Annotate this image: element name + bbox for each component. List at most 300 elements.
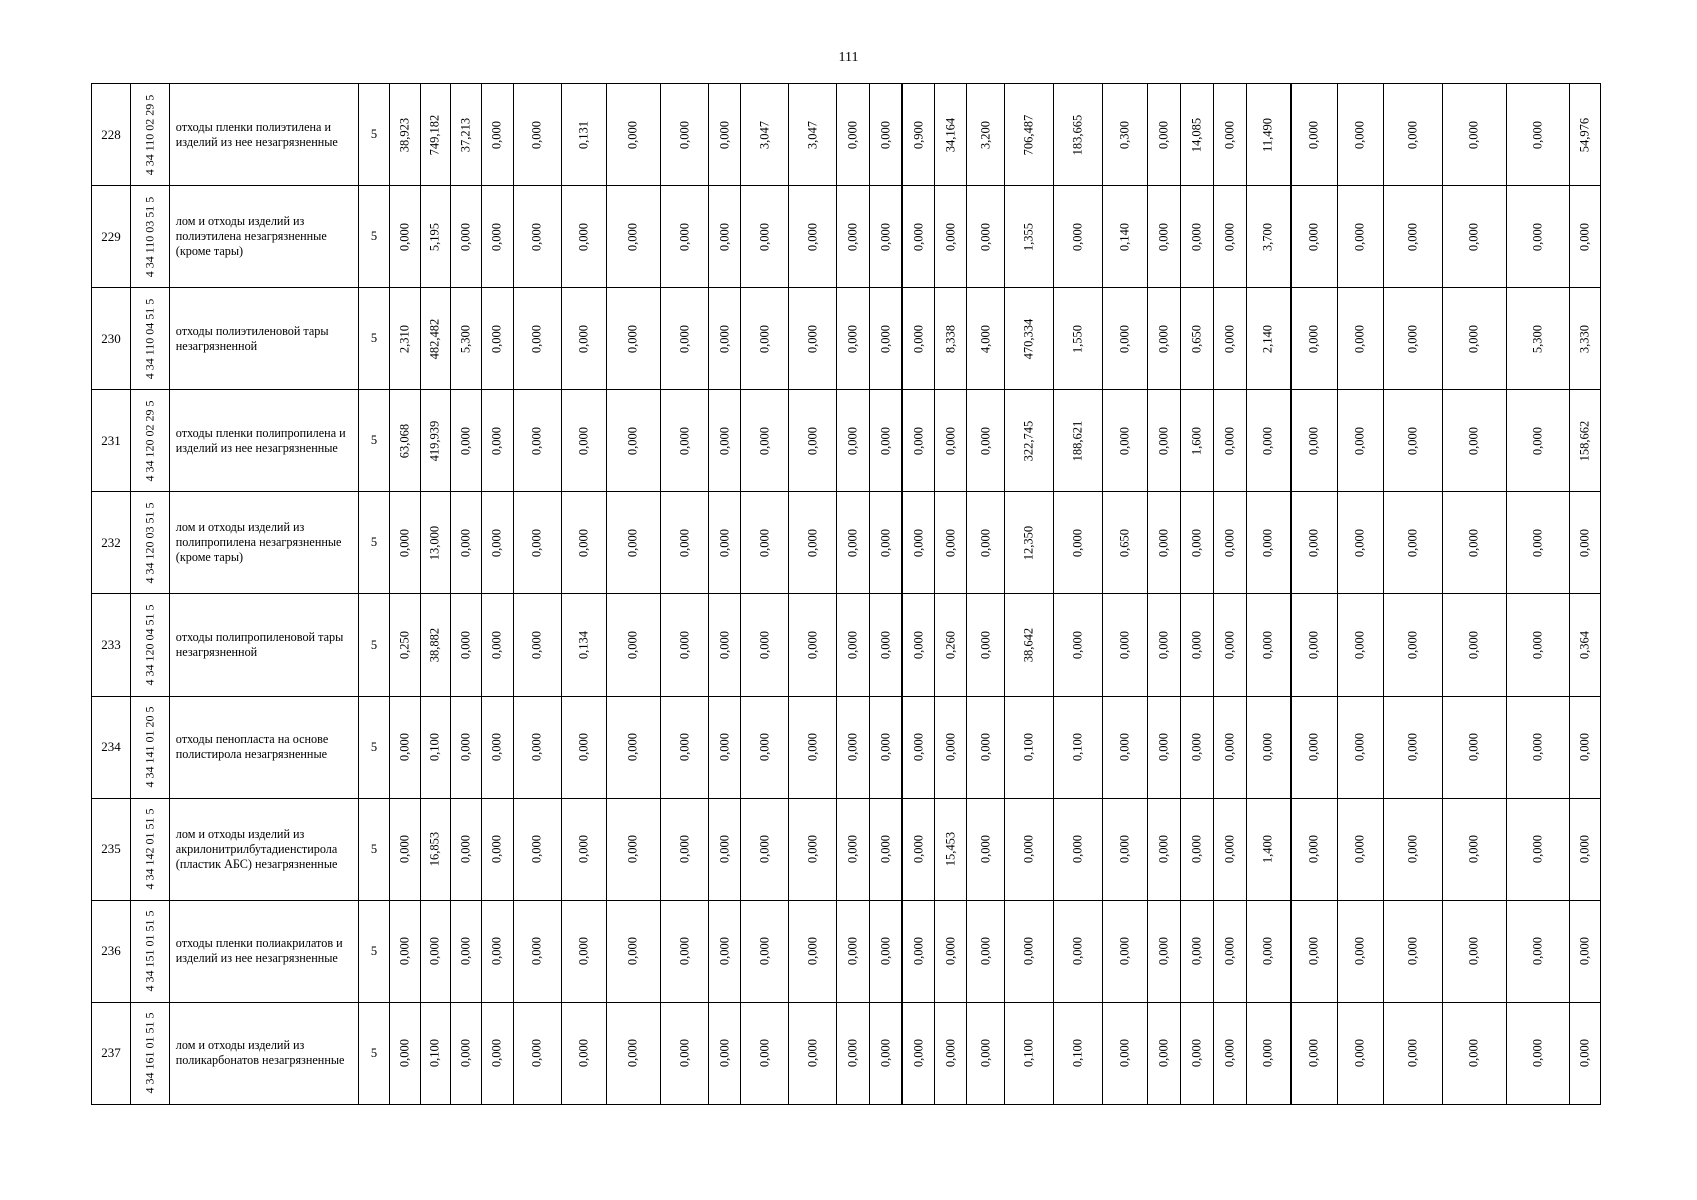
value-cell [869,84,902,186]
value-cell [740,390,788,492]
value-cell [1443,84,1506,186]
value-cell [740,186,788,288]
value-cell-text: 0,000 [1352,630,1367,660]
value-cell-text: 0,000 [845,222,860,251]
value-cell-text: 0,000 [1117,324,1132,353]
value-cell [1213,84,1246,186]
value-cell [935,390,967,492]
value-cell-text: 0,000 [489,222,504,251]
value-cell-text: 0,000 [1156,426,1171,455]
value-cell-text: 0,000 [677,222,692,251]
value-cell-text: 0,000 [1222,835,1237,864]
value-cell [513,84,561,186]
value-cell-text: 0,000 [1352,222,1367,251]
value-cell [481,288,513,390]
value-cell-text: 0,000 [1405,733,1420,762]
value-cell-text: 0,650 [1189,324,1204,353]
value-cell-text: 12,350 [1021,525,1036,561]
value-cell-text: 0,000 [529,937,544,966]
value-cell-text: 0,000 [878,937,893,966]
value-cell [1291,390,1337,492]
value-cell-text: 5,195 [427,222,442,251]
value-cell-text: 0,000 [625,528,640,557]
value-cell [967,390,1005,492]
value-cell-text: 16,853 [427,832,442,867]
value-cell-text: 0,000 [1189,937,1204,966]
value-cell-text: 0,260 [943,630,958,660]
value-cell-text: 0,000 [878,222,893,251]
value-cell-text: 0,000 [1260,630,1275,660]
value-cell-text: 0,100 [1021,733,1036,762]
table-row [92,84,1601,186]
value-cell-text: 0,000 [717,426,732,455]
value-cell [740,900,788,1002]
value-cell-text: 183,665 [1070,114,1085,155]
value-cell-text: 14,085 [1189,117,1204,152]
value-cell [709,798,741,900]
value-cell-text: 0,000 [1530,222,1545,251]
value-cell [513,288,561,390]
value-cell-text: 0,000 [489,630,504,660]
row-number: 234 [92,696,131,798]
value-cell-text: 0,000 [757,426,771,455]
value-cell [837,186,870,288]
value-cell [967,288,1005,390]
value-cell [389,798,420,900]
waste-code [130,900,169,1002]
value-cell-text: 0,000 [529,1039,544,1068]
value-cell-text: 0,000 [978,528,993,557]
value-cell [451,186,482,288]
value-cell [1103,390,1148,492]
value-cell [1148,492,1181,594]
value-cell-text: 0,000 [1306,835,1321,864]
value-cell [561,492,606,594]
value-cell [1148,594,1181,696]
value-cell-text: 11,490 [1260,117,1275,152]
value-cell [420,594,451,696]
value-cell [902,1002,935,1104]
value-cell-text: 0,000 [1189,733,1204,762]
value-cell-text: 0,000 [489,937,504,966]
value-cell-text: 0,000 [1222,630,1237,660]
value-cell [1383,390,1442,492]
value-cell [1246,84,1291,186]
value-cell [837,798,870,900]
value-cell-text: 0,000 [427,937,442,966]
value-cell [1506,1002,1569,1104]
value-cell-text: 0,000 [1260,937,1275,966]
value-cell-text: 0,000 [1466,630,1481,660]
value-cell [1443,900,1506,1002]
hazard-class: 5 [359,186,390,288]
value-cell-text: 0,000 [529,222,544,251]
value-cell [420,492,451,594]
value-cell [967,84,1005,186]
value-cell-text: 0,650 [1117,528,1132,557]
value-cell [1291,798,1337,900]
value-cell [451,288,482,390]
waste-name: отходы пленки полиакрилатов и изделий из нее незагрязненные [169,900,358,1002]
value-cell [606,900,660,1002]
value-cell [1383,84,1442,186]
value-cell-text: 0,100 [427,733,442,762]
value-cell-text: 0,000 [717,733,732,762]
value-cell [1103,696,1148,798]
value-cell-text: 0,000 [1466,324,1481,353]
value-cell-text: 0,000 [1222,120,1237,149]
value-cell-text: 0,000 [1260,528,1275,557]
value-cell-text: 0,000 [1530,835,1545,864]
value-cell [451,492,482,594]
value-cell [1570,696,1601,798]
value-cell-text: 63,068 [397,423,412,459]
value-cell-text: 0,000 [1156,528,1171,557]
value-cell-text: 0,000 [978,1039,993,1068]
waste-code-text: 4 34 141 01 20 5 [142,706,157,788]
table-row [92,288,1601,390]
value-cell-text: 0,000 [1189,630,1204,660]
value-cell [740,492,788,594]
value-cell [1148,798,1181,900]
value-cell [389,492,420,594]
value-cell [1506,492,1569,594]
value-cell [1443,798,1506,900]
value-cell-text: 0,000 [943,528,958,557]
value-cell [451,390,482,492]
value-cell [1383,492,1442,594]
value-cell-text: 0,000 [978,630,993,660]
value-cell [1570,492,1601,594]
value-cell [420,900,451,1002]
value-cell-text: 0,000 [1405,324,1420,353]
value-cell [451,900,482,1002]
value-cell-text: 0,000 [1405,835,1420,864]
waste-name: отходы полиэтиленовой тары незагрязненной [169,288,358,390]
value-cell [1443,594,1506,696]
value-cell [561,1002,606,1104]
value-cell-text: 0,000 [805,324,820,353]
value-cell [1506,594,1569,696]
value-cell-text: 0,000 [911,937,926,966]
value-cell-text: 0,000 [625,120,640,149]
value-cell [1103,84,1148,186]
value-cell-text: 0,000 [1405,528,1420,557]
value-cell [740,84,788,186]
value-cell [1213,900,1246,1002]
value-cell [789,492,837,594]
value-cell-text: 0,000 [677,120,692,149]
hazard-class: 5 [359,84,390,186]
value-cell [1246,696,1291,798]
value-cell [1506,900,1569,1002]
value-cell [1181,798,1214,900]
value-cell [606,798,660,900]
value-cell-text: 5,300 [458,324,473,353]
value-cell [789,696,837,798]
row-number: 232 [92,492,131,594]
value-cell-text: 0,000 [1530,937,1545,966]
value-cell-text: 0,000 [1577,835,1592,864]
value-cell [1005,390,1054,492]
value-cell [789,900,837,1002]
value-cell [561,288,606,390]
value-cell-text: 0,000 [677,630,692,660]
value-cell [1005,594,1054,696]
value-cell [561,696,606,798]
value-cell [1246,594,1291,696]
value-cell-text: 0,000 [1466,835,1481,864]
value-cell [935,900,967,1002]
row-number: 233 [92,594,131,696]
hazard-class: 5 [359,900,390,1002]
value-cell-text: 0,000 [1306,937,1321,966]
value-cell-text: 0,000 [943,426,958,455]
value-cell-text: 0,000 [1260,1039,1275,1068]
value-cell [1181,492,1214,594]
value-cell [789,798,837,900]
value-cell-text: 0,000 [943,222,958,251]
value-cell [451,594,482,696]
value-cell-text: 0,000 [1021,835,1036,864]
value-cell-text: 0,000 [1466,1039,1481,1068]
waste-name: отходы пленки полиэтилена и изделий из нее незагрязненные [169,84,358,186]
value-cell [1506,390,1569,492]
value-cell [935,186,967,288]
value-cell [1337,594,1383,696]
value-cell-text: 0,000 [845,937,860,966]
value-cell [1337,84,1383,186]
value-cell-text: 0,000 [1117,630,1132,660]
value-cell-text: 0,000 [845,630,860,660]
value-cell [1181,186,1214,288]
value-cell [789,1002,837,1104]
value-cell-text: 0,300 [1117,120,1132,149]
value-cell [1054,798,1103,900]
value-cell-text: 0,000 [625,222,640,251]
value-cell [513,594,561,696]
value-cell-text: 0,000 [1306,630,1321,660]
value-cell [1103,594,1148,696]
value-cell-text: 0,000 [1352,733,1367,762]
waste-code-text: 4 34 151 01 51 5 [142,910,157,992]
value-cell-text: 0,000 [978,222,993,251]
value-cell-text: 0,000 [1577,1039,1592,1068]
hazard-class: 5 [359,696,390,798]
value-cell-text: 0,000 [1222,324,1237,353]
table-row [92,594,1601,696]
value-cell-text: 0,000 [1352,426,1367,455]
value-cell-text: 0,000 [1577,937,1592,966]
value-cell-text: 0,000 [757,1039,771,1068]
value-cell-text: 1,355 [1021,222,1036,251]
value-cell-text: 0,000 [1530,1039,1545,1068]
value-cell [389,900,420,1002]
value-cell [561,186,606,288]
value-cell [789,390,837,492]
value-cell-text: 0,000 [805,528,820,557]
value-cell-text: 0,000 [978,835,993,864]
value-cell-text: 0,000 [529,528,544,557]
value-cell-text: 0,000 [911,528,926,557]
value-cell [1213,186,1246,288]
value-cell-text: 0,000 [1070,528,1085,557]
value-cell [1570,288,1601,390]
value-cell [481,84,513,186]
value-cell-text: 0,000 [1466,528,1481,557]
value-cell [869,288,902,390]
value-cell-text: 0,000 [677,733,692,762]
value-cell-text: 0,000 [1156,630,1171,660]
value-cell-text: 0,000 [458,222,473,251]
value-cell-text: 0,000 [489,733,504,762]
value-cell-text: 0,000 [1156,835,1171,864]
value-cell [1337,696,1383,798]
value-cell-text: 0,000 [805,630,820,660]
value-cell-text: 0,364 [1577,630,1592,660]
value-cell [869,900,902,1002]
value-cell-text: 0,000 [1222,937,1237,966]
value-cell [709,900,741,1002]
value-cell [420,1002,451,1104]
value-cell-text: 0,000 [1070,937,1085,966]
value-cell-text: 38,923 [397,117,412,152]
value-cell-text: 0,000 [757,835,771,864]
value-cell [967,696,1005,798]
value-cell-text: 0,000 [397,835,412,864]
value-cell [902,288,935,390]
value-cell [869,798,902,900]
value-cell-text: 0,000 [1260,426,1275,455]
value-cell [1213,1002,1246,1104]
value-cell-text: 0,000 [397,1039,412,1068]
value-cell [1291,84,1337,186]
value-cell [561,390,606,492]
value-cell-text: 0,000 [1577,733,1592,762]
value-cell-text: 0,000 [1222,222,1237,251]
value-cell-text: 0,000 [1156,1039,1171,1068]
value-cell [1570,594,1601,696]
value-cell-text: 0,000 [677,937,692,966]
value-cell-text: 0,000 [1117,733,1132,762]
value-cell-text: 0,000 [677,835,692,864]
value-cell-text: 0,000 [978,426,993,455]
value-cell-text: 0,000 [529,733,544,762]
value-cell-text: 0,000 [489,528,504,557]
value-cell-text: 38,642 [1021,627,1036,663]
value-cell-text: 0,000 [1189,1039,1204,1068]
value-cell-text: 0,000 [625,937,640,966]
value-cell [902,798,935,900]
value-cell-text: 0,000 [625,630,640,660]
value-cell [1246,492,1291,594]
value-cell-text: 0,000 [576,937,591,966]
value-cell [389,186,420,288]
value-cell-text: 0,000 [1222,733,1237,762]
value-cell [1213,696,1246,798]
value-cell [1443,696,1506,798]
value-cell-text: 0,000 [576,835,591,864]
value-cell [837,390,870,492]
value-cell-text: 0,000 [1466,937,1481,966]
value-cell-text: 749,182 [427,114,442,155]
value-cell-text: 0,000 [845,1039,860,1068]
value-cell-text: 0,000 [1352,324,1367,353]
value-cell [1213,492,1246,594]
value-cell [481,900,513,1002]
row-number: 229 [92,186,131,288]
hazard-class: 5 [359,390,390,492]
value-cell-text: 0,000 [1405,426,1420,455]
value-cell [902,390,935,492]
value-cell-text: 0,000 [1405,1039,1420,1068]
value-cell-text: 0,000 [717,324,732,353]
value-cell-text: 0,000 [1306,528,1321,557]
value-cell-text: 0,000 [1466,733,1481,762]
table-row [92,492,1601,594]
value-cell [481,390,513,492]
value-cell [1443,492,1506,594]
table-row [92,696,1601,798]
value-cell [789,288,837,390]
value-cell-text: 0,000 [757,733,771,762]
value-cell-text: 0,000 [911,324,926,353]
value-cell-text: 0,000 [1577,222,1592,251]
value-cell-text: 188,621 [1070,420,1085,462]
value-cell [561,900,606,1002]
value-cell [1005,84,1054,186]
value-cell-text: 0,000 [1222,426,1237,455]
waste-code [130,1002,169,1104]
value-cell [709,84,741,186]
value-cell-text: 0,000 [845,528,860,557]
waste-code-text: 4 34 110 02 29 5 [142,94,157,175]
value-cell [1570,84,1601,186]
waste-name: лом и отходы изделий из полиэтилена незагрязненные (кроме тары) [169,186,358,288]
value-cell-text: 0,000 [1530,733,1545,762]
value-cell-text: 0,000 [576,1039,591,1068]
value-cell-text: 706,487 [1021,114,1036,155]
value-cell [869,696,902,798]
row-number: 237 [92,1002,131,1104]
value-cell [709,186,741,288]
value-cell [661,1002,709,1104]
value-cell-text: 0,000 [1306,222,1321,251]
value-cell [389,696,420,798]
value-cell-text: 0,000 [805,426,820,455]
waste-code-text: 4 34 161 01 51 5 [142,1012,157,1094]
value-cell [1337,900,1383,1002]
value-cell [1291,186,1337,288]
value-cell [513,900,561,1002]
waste-name: лом и отходы изделий из полипропилена незагрязненные (кроме тары) [169,492,358,594]
value-cell-text: 0,000 [805,1039,820,1068]
value-cell-text: 0,000 [1070,835,1085,864]
value-cell-text: 0,000 [1117,835,1132,864]
table-row [92,1002,1601,1104]
page-number: 111 [838,50,859,65]
value-cell-text: 0,000 [1306,733,1321,762]
value-cell-text: 0,000 [1070,222,1085,251]
value-cell-text: 1,400 [1260,835,1275,864]
value-cell [420,390,451,492]
value-cell [1443,390,1506,492]
value-cell [420,798,451,900]
value-cell-text: 0,000 [1156,222,1171,251]
value-cell-text: 0,000 [677,1039,692,1068]
value-cell [1148,900,1181,1002]
value-cell [420,288,451,390]
